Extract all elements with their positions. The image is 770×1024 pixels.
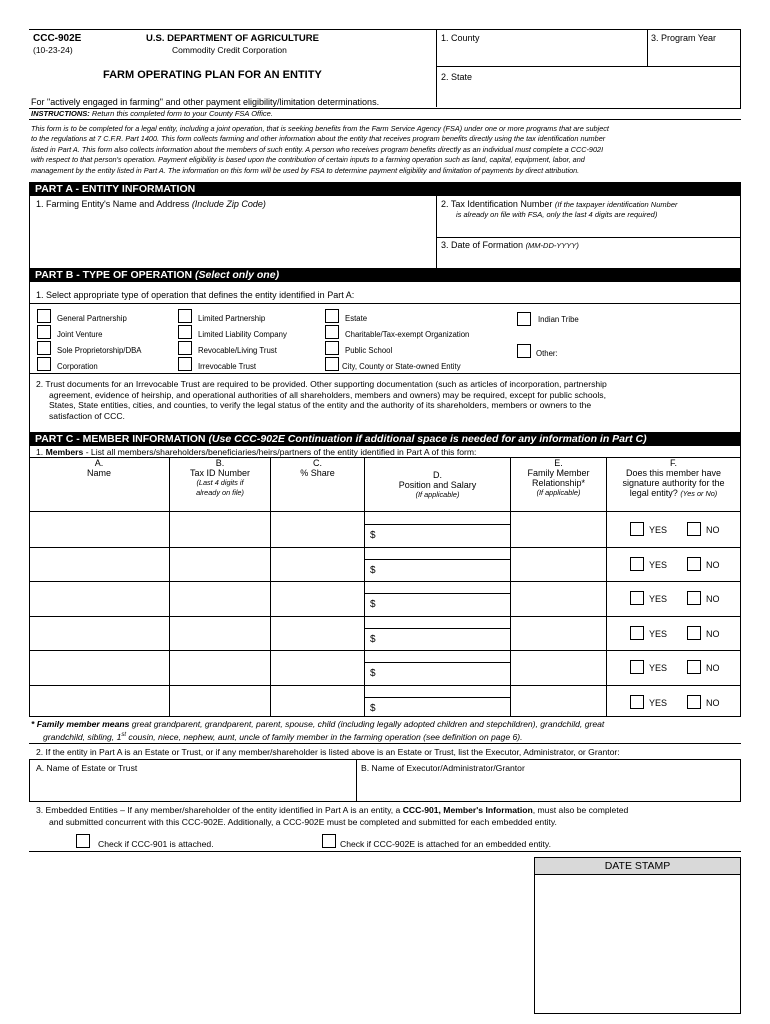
family-member-footnote: * Family member means great grandparent, grandparent, parent, spouse, child (including legally adopted children and stepchildren), grandchild, great grandchild, sibling, 1st cousin, niece, nephew, aunt, uncle of family member in the farming operation (see definition on page 6).: [31, 719, 605, 742]
executor-name-input[interactable]: [361, 776, 737, 798]
member-relationship-input[interactable]: [514, 653, 603, 681]
member-name-input[interactable]: [32, 688, 166, 716]
tin-hint: is already on file with FSA, only the last 4 digits are required): [456, 210, 658, 219]
checkbox-llc[interactable]: [178, 325, 192, 339]
label-estate: Estate: [345, 314, 368, 323]
program-year-input[interactable]: [651, 45, 737, 63]
part-c-heading: PART C - MEMBER INFORMATION (Use CCC-902E Continuation if additional space is needed for any information in Part C): [29, 432, 741, 446]
label-public-school: Public School: [345, 346, 393, 355]
member-tin-input[interactable]: [173, 688, 267, 716]
formation-label: 3. Date of Formation (MM-DD-YYYY): [441, 240, 579, 250]
checkbox-signature-yes[interactable]: [630, 695, 644, 709]
member-name-input[interactable]: [32, 619, 166, 647]
member-salary-input[interactable]: [380, 595, 506, 613]
col-a-header: A. Name: [86, 458, 111, 478]
no-label: NO: [706, 559, 720, 570]
checkbox-signature-no[interactable]: [687, 695, 701, 709]
checkbox-other[interactable]: [517, 344, 531, 358]
no-label: NO: [706, 663, 720, 673]
salary-dollar-sign: $: [370, 702, 376, 714]
member-name-input[interactable]: [32, 515, 166, 543]
member-name-input[interactable]: [32, 653, 166, 681]
sub-agency-name: Commodity Credit Corporation: [172, 45, 287, 55]
col-c-header: C. % Share: [300, 458, 335, 478]
checkbox-estate[interactable]: [325, 309, 339, 323]
member-share-input[interactable]: [274, 653, 361, 681]
checkbox-signature-no[interactable]: [687, 591, 701, 605]
type-question: 1. Select appropriate type of operation that defines the entity identified in Part A:: [36, 290, 355, 300]
estate-name-input[interactable]: [36, 776, 352, 798]
yes-label: YES: [649, 663, 668, 673]
checkbox-signature-no[interactable]: [687, 522, 701, 536]
member-relationship-input[interactable]: [514, 688, 603, 716]
embedded-entities-note: 3. Embedded Entities – If any member/shareholder of the entity identified in Part A is an entity, a CCC-901, Member's Information, must also be completed and submitted concurrent with this CCC-902E. Additionally, a CCC-902E must be completed and submitted for each embedded entity.: [36, 805, 629, 827]
salary-dollar-sign: $: [370, 668, 376, 679]
member-salary-input[interactable]: [380, 526, 506, 544]
state-input[interactable]: [441, 84, 737, 104]
members-instruction: 1. Members - List all members/shareholders/beneficiaries/heirs/partners of the entity identified in Part A of this form:: [36, 447, 477, 457]
label-government-entity: City, County or State-owned Entity: [342, 362, 461, 371]
checkbox-public-school[interactable]: [325, 341, 339, 355]
agency-name: U.S. DEPARTMENT OF AGRICULTURE: [146, 33, 319, 44]
state-label: 2. State: [441, 72, 473, 82]
checkbox-signature-no[interactable]: [687, 557, 701, 571]
purpose-text: For "actively engaged in farming" and other payment eligibility/limitation determinations.: [31, 97, 380, 107]
checkbox-ccc901-attached[interactable]: [76, 834, 90, 848]
member-salary-input[interactable]: [380, 630, 506, 648]
estate-name-label: A. Name of Estate or Trust: [36, 763, 138, 773]
label-joint-venture: Joint Venture: [57, 330, 103, 339]
member-name-input[interactable]: [32, 584, 166, 612]
member-share-input[interactable]: [274, 584, 361, 612]
county-input[interactable]: [441, 45, 641, 63]
part-a-heading: PART A - ENTITY INFORMATION: [29, 182, 741, 196]
program-year-label: 3. Program Year: [651, 33, 717, 43]
member-relationship-input[interactable]: [514, 550, 603, 578]
checkbox-signature-yes[interactable]: [630, 660, 644, 674]
checkbox-charitable[interactable]: [325, 325, 339, 339]
checkbox-signature-yes[interactable]: [630, 591, 644, 605]
label-general-partnership: General Partnership: [57, 314, 127, 323]
col-e-header: E. Family Member Relationship* (If applicable): [527, 458, 590, 497]
yes-label: YES: [649, 559, 668, 570]
member-name-input[interactable]: [32, 550, 166, 578]
entity-name-label: 1. Farming Entity's Name and Address (Include Zip Code): [36, 199, 266, 209]
checkbox-signature-yes[interactable]: [630, 557, 644, 571]
label-revocable-trust: Revocable/Living Trust: [198, 346, 277, 355]
checkbox-signature-yes[interactable]: [630, 522, 644, 536]
checkbox-sole-proprietorship[interactable]: [37, 341, 51, 355]
member-relationship-input[interactable]: [514, 515, 603, 543]
checkbox-corporation[interactable]: [37, 357, 51, 371]
other-type-input[interactable]: [565, 345, 735, 359]
executor-question: 2. If the entity in Part A is an Estate or Trust, or if any member/shareholder is listed above is an Estate or Trust, list the Executor, Administrator, or Grantor:: [36, 747, 620, 757]
member-relationship-input[interactable]: [514, 584, 603, 612]
checkbox-joint-venture[interactable]: [37, 325, 51, 339]
salary-dollar-sign: $: [370, 599, 376, 610]
checkbox-signature-no[interactable]: [687, 626, 701, 640]
label-irrevocable-trust: Irrevocable Trust: [198, 362, 257, 371]
formation-date-input[interactable]: [441, 252, 737, 266]
no-label: NO: [706, 525, 720, 535]
member-share-input[interactable]: [274, 619, 361, 647]
checkbox-general-partnership[interactable]: [37, 309, 51, 323]
member-share-input[interactable]: [274, 515, 361, 543]
member-tin-input[interactable]: [173, 550, 267, 578]
intro-paragraph: This form is to be completed for a legal entity, including a joint operation, that is seeking benefits from the Farm Service Agency (FSA) under one or more programs that are subject to the regulations at 7 C.F.R. Part 1400. This form collects farming and other information about the entity that receives program benefits directly using the tax identification number listed in Part A. This form also collects information about the members of such entity. A person who receives program benefits directly as an individual must complete a CCC-902I with respect to that person's operation. Payment eligibility is based upon the contribution of certain inputs to a farming operation such as land, capital, equipment, labor, and management by the entity listed in Part A. The information on this form will be used by FSA to determine payment eligibility and limitation of payments by direct attribution.: [31, 124, 609, 175]
checkbox-signature-no[interactable]: [687, 660, 701, 674]
executor-name-label: B. Name of Executor/Administrator/Grantor: [361, 763, 525, 773]
member-relationship-input[interactable]: [514, 619, 603, 647]
col-b-header: B. Tax ID Number (Last 4 digits if already on file): [189, 458, 251, 497]
checkbox-indian-tribe[interactable]: [517, 312, 531, 326]
form-title: FARM OPERATING PLAN FOR AN ENTITY: [103, 69, 322, 81]
member-tin-input[interactable]: [173, 619, 267, 647]
member-tin-input[interactable]: [173, 653, 267, 681]
member-share-input[interactable]: [274, 688, 361, 716]
tin-input[interactable]: [441, 221, 737, 235]
checkbox-ccc902e-attached[interactable]: [322, 834, 336, 848]
label-sole-proprietorship: Sole Proprietorship/DBA: [57, 346, 142, 355]
salary-dollar-sign: $: [370, 564, 376, 576]
col-f-header: F. Does this member have signature authority for the legal entity? (Yes or No): [622, 458, 725, 498]
yes-label: YES: [649, 697, 668, 708]
checkbox-irrevocable-trust[interactable]: [178, 357, 192, 371]
tin-label: 2. Tax Identification Number (If the taxpayer identification Number: [441, 199, 678, 209]
trust-documents-note: 2. Trust documents for an Irrevocable Trust are required to be provided. Other supporting documentation (such as articles of incorporation, partnership agreement, evidence of heirship, and operational authorities of all shareholders, members and owners) may be required, except for public schools, States, State entities, cities, and counties, to verify the legal status of the entity and the authority of its shareholders, members or owners to the satisfaction of CCC.: [36, 379, 607, 421]
label-charitable: Charitable/Tax-exempt Organization: [345, 330, 470, 339]
salary-dollar-sign: $: [370, 633, 376, 645]
yes-label: YES: [649, 594, 668, 604]
checkbox-government-entity[interactable]: [325, 357, 339, 371]
county-label: 1. County: [441, 33, 480, 43]
part-b-heading: PART B - TYPE OF OPERATION (Select only one): [29, 268, 741, 282]
label-limited-partnership: Limited Partnership: [198, 314, 266, 323]
member-share-input[interactable]: [274, 550, 361, 578]
checkbox-limited-partnership[interactable]: [178, 309, 192, 323]
member-salary-input[interactable]: [380, 699, 506, 717]
form-id: CCC-902E: [33, 33, 82, 44]
date-stamp-title: DATE STAMP: [535, 858, 740, 875]
member-salary-input[interactable]: [380, 664, 506, 682]
member-tin-input[interactable]: [173, 515, 267, 543]
no-label: NO: [706, 594, 720, 604]
yes-label: YES: [649, 628, 668, 639]
salary-dollar-sign: $: [370, 530, 376, 541]
label-corporation: Corporation: [57, 362, 98, 371]
date-stamp-box: [534, 857, 741, 1014]
checkbox-signature-yes[interactable]: [630, 626, 644, 640]
no-label: NO: [706, 697, 720, 708]
label-indian-tribe: Indian Tribe: [538, 315, 579, 324]
member-salary-input[interactable]: [380, 561, 506, 579]
instructions: INSTRUCTIONS: Return this completed form to your County FSA Office.: [31, 109, 273, 118]
form-date: (10-23-24): [33, 45, 73, 55]
no-label: NO: [706, 628, 720, 639]
member-tin-input[interactable]: [173, 584, 267, 612]
yes-label: YES: [649, 525, 668, 535]
entity-name-address-input[interactable]: [36, 212, 432, 264]
label-llc: Limited Liability Company: [198, 330, 287, 339]
ccc902e-attached-label: Check if CCC-902E is attached for an embedded entity.: [340, 839, 551, 849]
checkbox-revocable-trust[interactable]: [178, 341, 192, 355]
ccc901-attached-label: Check if CCC-901 is attached.: [98, 839, 214, 849]
label-other: Other:: [536, 349, 558, 358]
col-d-header: D. Position and Salary (If applicable): [398, 470, 477, 499]
